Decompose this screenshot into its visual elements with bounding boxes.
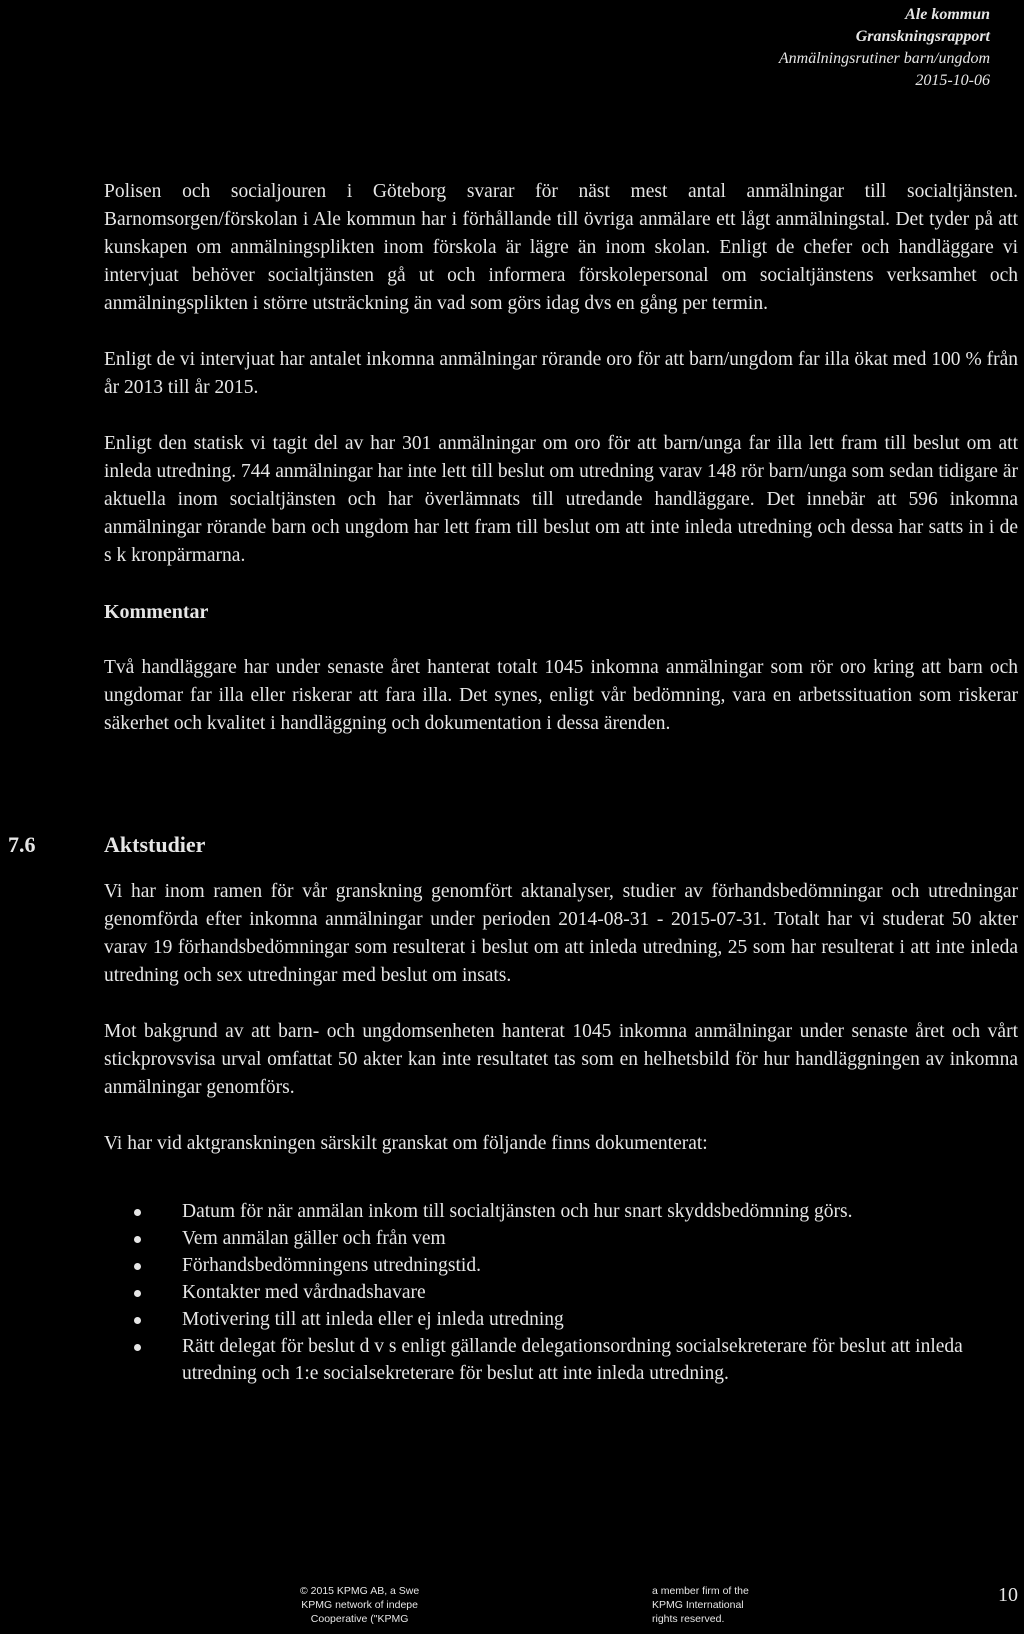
list-item <box>104 1225 1018 1252</box>
bullet-icon <box>134 1236 141 1243</box>
main-body <box>104 178 1018 766</box>
section-paragraph: Vi har vid aktgranskningen särskilt granskat om följande finns dokumenterat: <box>104 1133 708 1154</box>
list-item <box>104 1252 1018 1279</box>
list-item-text: Vem anmälan gäller och från vem <box>182 1228 446 1249</box>
header-report: Granskningsrapport <box>855 28 990 45</box>
body-paragraph: Polisen och socialjouren i Göteborg svarar för näst mest antal anmälningar till socialtjänsten. Barnomsorgen/förskolan i Ale kommun har i förhållande till övriga anmälare ett lågt anmälningstal. Det tyder på att kunskapen om anmälningsplikten inom förskola är lägre än inom skolan. Enligt de chefer och handläggare vi intervjuat behöver socialtjänsten gå ut och informera förskolepersonal om socialtjänstens verksamhet och anmälningsplikten i större utsträckning än vad som görs idag dvs en gång per termin. <box>104 181 1018 314</box>
header-date: 2015-10-06 <box>915 72 990 89</box>
footer-line: rights reserved. <box>652 1613 725 1625</box>
list-item-text: Förhandsbedömningens utredningstid. <box>182 1255 481 1276</box>
header-org: Ale kommun <box>905 6 990 23</box>
checklist <box>104 1198 1018 1387</box>
footer-line: Cooperative ("KPMG <box>310 1613 409 1625</box>
list-item <box>104 1306 1018 1333</box>
kommentar-text: Två handläggare har under senaste året hanterat totalt 1045 inkomna anmälningar som rör oro kring att barn och ungdomar far illa eller riskerar att fara illa. Det synes, enligt vår bedömning, vara en arbetssituation som riskerar säkerhet och kvalitet i handläggning och dokumentation i dessa ärenden. <box>104 657 1018 734</box>
list-item <box>104 1198 1018 1225</box>
list-item-text: Rätt delegat för beslut d v s enligt gällande delegationsordning socialsekreterare för beslut att inleda utredning och 1:e socialsekreterare för beslut att inte inleda utredning. <box>182 1336 963 1384</box>
bullet-icon <box>134 1344 141 1351</box>
bullet-icon <box>134 1209 141 1216</box>
bullet-icon <box>134 1263 141 1270</box>
page-number: 10 <box>998 1584 1018 1606</box>
header-subject: Anmälningsrutiner barn/ungdom <box>778 50 990 67</box>
footer-membership <box>652 1584 749 1626</box>
list-item <box>104 1333 1018 1387</box>
body-paragraph: Enligt de vi intervjuat har antalet inkomna anmälningar rörande oro för att barn/ungdom far illa ökat med 100 % från år 2013 till år 2015. <box>104 349 1018 398</box>
list-item-text: Motivering till att inleda eller ej inleda utredning <box>182 1309 564 1330</box>
footer-line: © 2015 KPMG AB, a Swe <box>300 1585 420 1597</box>
bullet-icon <box>134 1317 141 1324</box>
section-paragraph: Mot bakgrund av att barn- och ungdomsenheten hanterat 1045 inkomna anmälningar under senaste året och vårt stickprovsvisa urval omfattat 50 akter kan inte resultatet tas som en helhetsbild för hur handläggningen av inkomna anmälningar genomförs. <box>104 1021 1018 1098</box>
footer-line: KPMG International <box>652 1599 744 1611</box>
list-item <box>104 1279 1018 1306</box>
kommentar-heading: Kommentar <box>104 601 209 623</box>
body-paragraph: Enligt den statisk vi tagit del av har 301 anmälningar om oro för att barn/unga far illa lett fram till beslut om att inleda utredning. 744 anmälningar har inte lett till beslut om utredning varav 148 rör barn/unga som sedan tidigare är aktuella inom socialtjänsten och har överlämnats till utredande handläggare. Det innebär att 596 inkomna anmälningar rörande barn och ungdom har lett fram till beslut om att inte inleda utredning och dessa har satts in i de s k kronpärmarna. <box>104 433 1018 566</box>
list-item-text: Kontakter med vårdnadshavare <box>182 1282 426 1303</box>
footer-line: a member firm of the <box>652 1585 749 1597</box>
footer-line: KPMG network of indepe <box>301 1599 418 1611</box>
list-item-text: Datum för när anmälan inkom till socialtjänsten och hur snart skyddsbedömning görs. <box>182 1201 853 1222</box>
page-header <box>779 4 990 92</box>
section-body <box>104 878 1018 1387</box>
bullet-icon <box>134 1290 141 1297</box>
section-paragraph: Vi har inom ramen för vår granskning genomfört aktanalyser, studier av förhandsbedömningar och utredningar genomförda efter inkomna anmälningar under perioden 2014-08-31 - 2015-07-31. Totalt har vi studerat 50 akter varav 19 förhandsbedömningar som resulterat i beslut om att inleda utredning, 25 som har resulterat i att inte inleda utredning och sex utredningar med beslut om insats. <box>104 881 1018 986</box>
footer-copyright <box>300 1584 419 1626</box>
section-title: Aktstudier <box>104 832 206 857</box>
section-number: 7.6 <box>8 832 36 857</box>
